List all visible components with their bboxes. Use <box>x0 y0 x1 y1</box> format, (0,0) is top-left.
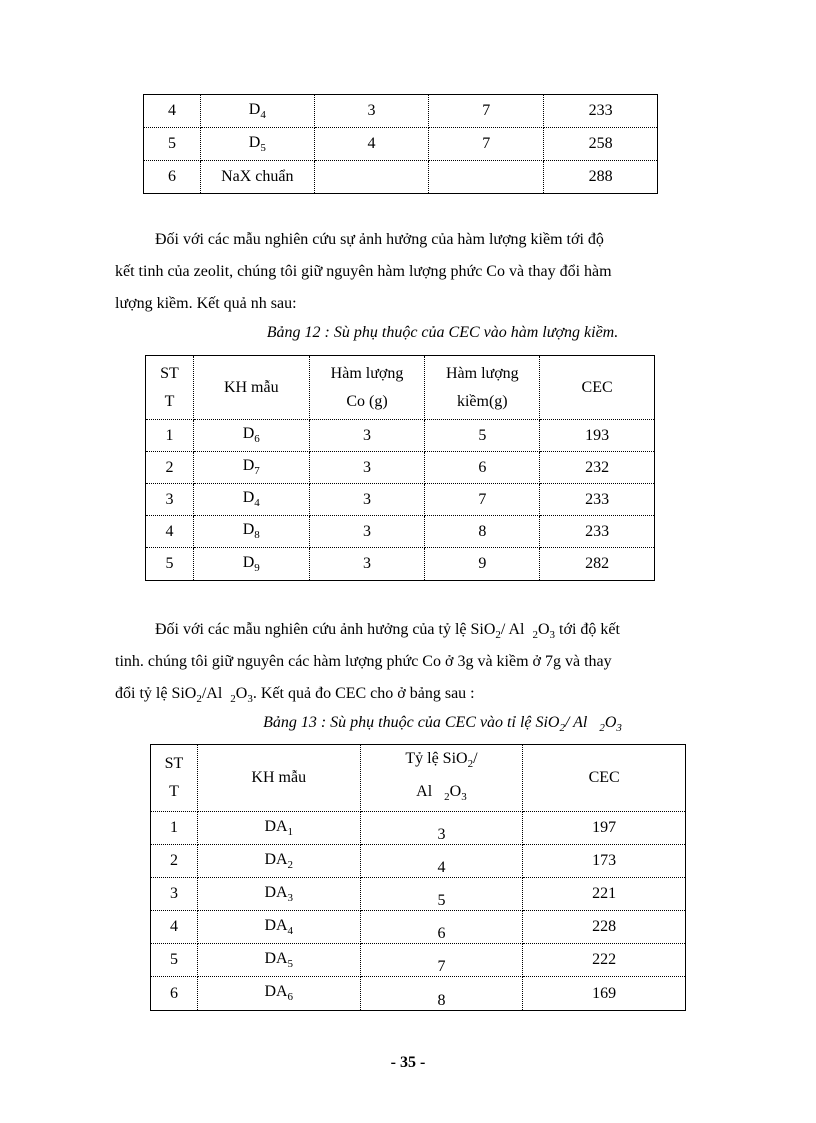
paragraph-line: Đối với các mẫu nghiên cứu sự ảnh hưởng của hàm lượng kiềm tới độ <box>155 231 604 248</box>
cell-kh: $DA_6$ <box>197 977 360 1011</box>
cell-kiem: 8 <box>425 516 540 548</box>
cell-kiem: 7 <box>425 484 540 516</box>
cell-kh: $DA_5$ <box>197 944 360 977</box>
cell-kh: $D_4$ <box>200 95 314 128</box>
table-row <box>146 452 655 484</box>
cell-stt: 2 <box>151 845 198 878</box>
header-co: Hàm lượng Co (g) <box>309 356 425 420</box>
paragraph-2 <box>115 614 690 710</box>
cell-stt: 5 <box>144 128 201 161</box>
paragraph-line: lượng kiềm. Kết quả nh sau: <box>115 295 297 312</box>
table-header-row <box>151 745 686 812</box>
cell-stt: 1 <box>146 420 194 452</box>
header-kh: KH mẫu <box>193 356 309 420</box>
cell-stt: 3 <box>146 484 194 516</box>
cell-cec: 233 <box>544 95 658 128</box>
cell-kiem: 7 <box>429 128 544 161</box>
cell-kiem: 7 <box>429 95 544 128</box>
table-row <box>151 878 686 911</box>
cell-cec: 169 <box>523 977 686 1011</box>
table-row <box>146 484 655 516</box>
cell-stt: 4 <box>144 95 201 128</box>
cell-stt: 3 <box>151 878 198 911</box>
cell-kh: $DA_2$ <box>197 845 360 878</box>
cell-kh: $D_7$ <box>193 452 309 484</box>
cell-kh: $DA_4$ <box>197 911 360 944</box>
cell-cec: 173 <box>523 845 686 878</box>
cell-cec: 221 <box>523 878 686 911</box>
header-stt: ST T <box>151 745 198 812</box>
table-13-caption: Bảng 13 : Sù phụ thuộc của CEC vào tỉ lệ SiO$_2$/ Al $_2O_3$ <box>263 714 622 734</box>
cell-stt: 4 <box>146 516 194 548</box>
cell-co: 3 <box>314 95 429 128</box>
cell-kiem <box>429 161 544 194</box>
cell-kiem: 5 <box>425 420 540 452</box>
header-ratio: Tỷ lệ SiO$_2$/ Al $_2O_3$ <box>360 745 523 812</box>
cell-stt: 1 <box>151 812 198 845</box>
cell-ratio: 5 <box>360 878 523 911</box>
header-kh: KH mẫu <box>197 745 360 812</box>
header-stt: ST T <box>146 356 194 420</box>
table-row <box>151 845 686 878</box>
cell-ratio: 4 <box>360 845 523 878</box>
table-row <box>151 911 686 944</box>
table-12 <box>145 355 655 581</box>
cell-kh: $D_9$ <box>193 548 309 581</box>
cell-cec: 232 <box>540 452 655 484</box>
cell-kh: $D_4$ <box>193 484 309 516</box>
cell-kh: $D_8$ <box>193 516 309 548</box>
table-top <box>143 94 658 194</box>
cell-co <box>314 161 429 194</box>
cell-kiem: 6 <box>425 452 540 484</box>
table-row <box>146 516 655 548</box>
table-row <box>151 944 686 977</box>
cell-co: 4 <box>314 128 429 161</box>
cell-kiem: 9 <box>425 548 540 581</box>
cell-kh: $DA_3$ <box>197 878 360 911</box>
header-cec: CEC <box>540 356 655 420</box>
paragraph-1 <box>115 224 690 320</box>
header-cec: CEC <box>523 745 686 812</box>
cell-stt: 5 <box>146 548 194 581</box>
table-12-caption: Bảng 12 : Sù phụ thuộc của CEC vào hàm lượng kiềm. <box>266 324 619 341</box>
table-row <box>144 161 658 194</box>
cell-co: 3 <box>309 516 425 548</box>
table-row <box>144 128 658 161</box>
table-row <box>151 812 686 845</box>
cell-cec: 193 <box>540 420 655 452</box>
table-13 <box>150 744 686 1011</box>
cell-ratio: 6 <box>360 911 523 944</box>
cell-stt: 2 <box>146 452 194 484</box>
paragraph-line: đổi tỷ lệ SiO$_2$/Al $_2O_3$. Kết quả đo CEC cho ở bảng sau : <box>115 685 475 705</box>
table-header-row <box>146 356 655 420</box>
table-row <box>146 548 655 581</box>
cell-stt: 4 <box>151 911 198 944</box>
cell-cec: 233 <box>540 516 655 548</box>
cell-stt: 5 <box>151 944 198 977</box>
cell-co: 3 <box>309 484 425 516</box>
header-kiem: Hàm lượng kiềm(g) <box>425 356 540 420</box>
cell-cec: 282 <box>540 548 655 581</box>
cell-cec: 197 <box>523 812 686 845</box>
cell-cec: 233 <box>540 484 655 516</box>
cell-co: 3 <box>309 452 425 484</box>
cell-cec: 222 <box>523 944 686 977</box>
cell-kh: $DA_1$ <box>197 812 360 845</box>
cell-kh: $D_6$ <box>193 420 309 452</box>
cell-kh: NaX chuẩn <box>200 161 314 194</box>
paragraph-line: tinh. chúng tôi giữ nguyên các hàm lượng phức Co ở 3g và kiềm ở 7g và thay <box>115 653 612 670</box>
cell-kh: $D_5$ <box>200 128 314 161</box>
cell-ratio: 3 <box>360 812 523 845</box>
cell-ratio: 8 <box>360 977 523 1011</box>
cell-co: 3 <box>309 548 425 581</box>
cell-cec: 288 <box>544 161 658 194</box>
table-row <box>151 977 686 1011</box>
table-row <box>146 420 655 452</box>
table-row <box>144 95 658 128</box>
cell-cec: 258 <box>544 128 658 161</box>
cell-ratio: 7 <box>360 944 523 977</box>
cell-stt: 6 <box>151 977 198 1011</box>
page-number: - 35 - <box>390 1054 426 1071</box>
cell-cec: 228 <box>523 911 686 944</box>
cell-co: 3 <box>309 420 425 452</box>
paragraph-line: Đối với các mẫu nghiên cứu ảnh hưởng của tỷ lệ SiO$_2$/ Al $_2O_3$ tới độ kết <box>155 621 620 641</box>
cell-stt: 6 <box>144 161 201 194</box>
paragraph-line: kết tinh của zeolit, chúng tôi giữ nguyên hàm lượng phức Co và thay đổi hàm <box>115 263 612 280</box>
